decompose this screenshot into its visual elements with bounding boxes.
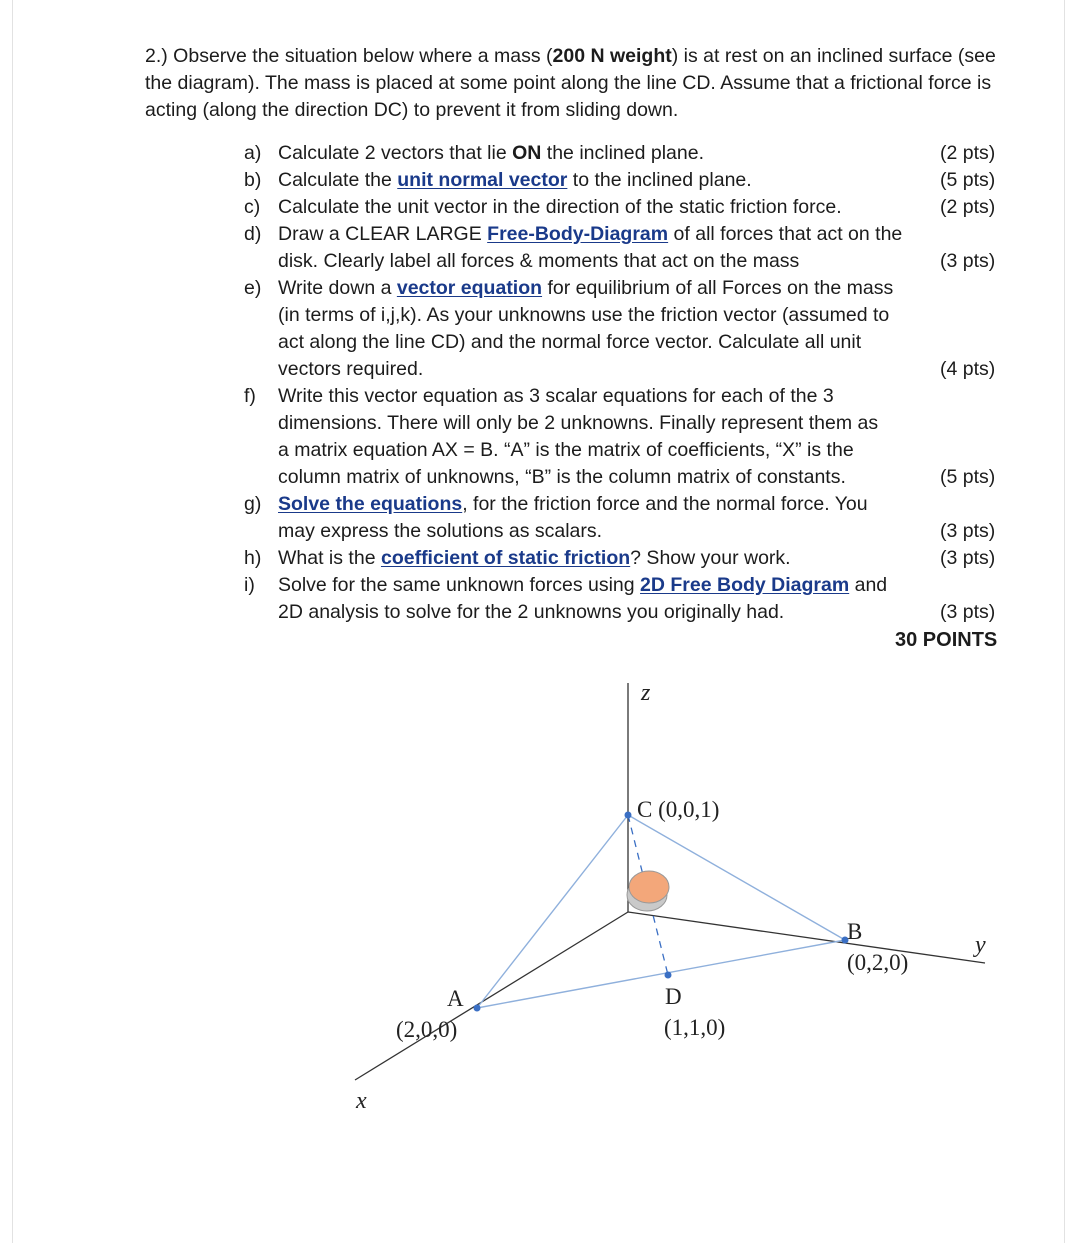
edge-ca bbox=[477, 815, 628, 1008]
item-g-letter: g) bbox=[244, 493, 262, 515]
item-d-text: Draw a CLEAR LARGE Free-Body-Diagram of all forces that act on the bbox=[278, 223, 903, 245]
intro-weight: 200 N weight bbox=[552, 45, 672, 67]
item-h-points: (3 pts) bbox=[940, 547, 996, 569]
item-b-points: (5 pts) bbox=[940, 169, 996, 191]
mass-disk bbox=[629, 871, 669, 903]
item-f-text: Write this vector equation as 3 scalar equations for each of the 3 bbox=[278, 385, 834, 407]
axis-x-label: x bbox=[356, 1088, 367, 1114]
item-f-points: (5 pts) bbox=[940, 466, 996, 488]
item-a-letter: a) bbox=[244, 142, 262, 164]
item-d-letter: d) bbox=[244, 223, 262, 245]
intro-text-a: Observe the situation below where a mass ( bbox=[167, 45, 553, 67]
item-a-points: (2 pts) bbox=[940, 142, 996, 164]
problem-number: 2.) bbox=[145, 45, 168, 67]
item-g-points: (3 pts) bbox=[940, 520, 996, 542]
point-c-marker bbox=[625, 812, 632, 819]
item-c-text: Calculate the unit vector in the direction of the static friction force. bbox=[278, 196, 842, 218]
point-d-name: D bbox=[665, 984, 682, 1009]
y-axis bbox=[628, 912, 985, 963]
item-b-letter: b) bbox=[244, 169, 262, 191]
item-f-text-3: a matrix equation AX = B. “A” is the matrix of coefficients, “X” is the bbox=[278, 439, 854, 461]
item-h-letter: h) bbox=[244, 547, 262, 569]
item-e-text-2: (in terms of i,j,k). As your unknowns use the friction vector (assumed to bbox=[278, 304, 890, 326]
item-d-points: (3 pts) bbox=[940, 250, 996, 272]
point-b-name: B bbox=[847, 919, 863, 944]
item-f-text-4: column matrix of unknowns, “B” is the column matrix of constants. bbox=[278, 466, 846, 488]
item-e-text-3: act along the line CD) and the normal force vector. Calculate all unit bbox=[278, 331, 862, 353]
item-e-points: (4 pts) bbox=[940, 358, 996, 380]
item-f-letter: f) bbox=[244, 385, 256, 407]
axis-z-label: z bbox=[641, 680, 651, 706]
point-c-label: C (0,0,1) bbox=[637, 797, 720, 822]
item-f-text-2: dimensions. There will only be 2 unknowns. Finally represent them as bbox=[278, 412, 879, 434]
intro-text-b: ) is at rest on an inclined surface (see the diagram). The mass is placed at some point along the line CD. Assume that a frictional force is acting (along the direction DC) to prevent it from sliding down. bbox=[145, 45, 996, 121]
item-e-text-4: vectors required. bbox=[278, 358, 424, 380]
point-b-coord: (0,2,0) bbox=[847, 950, 909, 975]
item-a-text: Calculate 2 vectors that lie ON the inclined plane. bbox=[278, 142, 704, 164]
item-g-text: Solve the equations, for the friction force and the normal force. You bbox=[278, 493, 868, 515]
item-i-text-2: 2D analysis to solve for the 2 unknowns you originally had. bbox=[278, 601, 785, 623]
point-a-coord: (2,0,0) bbox=[396, 1017, 458, 1042]
point-a-name: A bbox=[447, 986, 464, 1011]
item-d-text-2: disk. Clearly label all forces & moments that act on the mass bbox=[278, 250, 800, 272]
item-c-points: (2 pts) bbox=[940, 196, 996, 218]
item-h-text: What is the coefficient of static friction? Show your work. bbox=[278, 547, 791, 569]
item-e-letter: e) bbox=[244, 277, 262, 299]
edge-ab bbox=[477, 940, 845, 1008]
point-a-marker bbox=[474, 1005, 481, 1012]
x-axis bbox=[355, 912, 628, 1080]
item-i-letter: i) bbox=[244, 574, 255, 596]
item-i-points: (3 pts) bbox=[940, 601, 996, 623]
point-d-coord: (1,1,0) bbox=[664, 1015, 726, 1040]
total-points: 30 POINTS bbox=[895, 629, 998, 651]
point-d-marker bbox=[665, 972, 672, 979]
item-g-text-2: may express the solutions as scalars. bbox=[278, 520, 603, 542]
axis-y-label: y bbox=[975, 932, 986, 958]
item-i-text: Solve for the same unknown forces using 2D Free Body Diagram and bbox=[278, 574, 888, 596]
item-e-text: Write down a vector equation for equilibrium of all Forces on the mass bbox=[278, 277, 894, 299]
item-c-letter: c) bbox=[244, 196, 261, 218]
item-b-text: Calculate the unit normal vector to the inclined plane. bbox=[278, 169, 752, 191]
